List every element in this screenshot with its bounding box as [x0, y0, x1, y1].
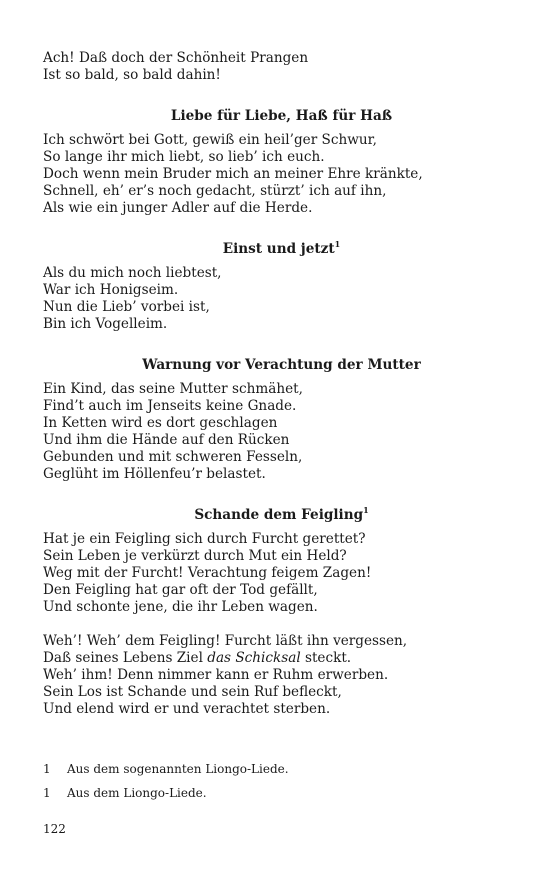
- footnote-number: 1: [43, 786, 51, 800]
- poem-line: Weh’! Weh’ dem Feigling! Furcht läßt ihn vergessen,: [43, 633, 408, 649]
- footnote-mark: 1: [363, 505, 369, 515]
- poem-line-text: Daß seines Lebens Ziel: [43, 650, 208, 666]
- poem-line-emphasis: das Schicksal: [207, 650, 301, 666]
- poem-line: So lange ihr mich liebt, so lieb’ ich euch.: [43, 149, 325, 165]
- poem-title-text: Liebe für Liebe, Haß für Haß: [170, 108, 393, 124]
- poem-line: Gebunden und mit schweren Fesseln,: [43, 449, 303, 465]
- poem-line: Bin ich Vogelleim.: [43, 316, 168, 332]
- poem-title-text: Einst und jetzt: [222, 241, 335, 257]
- poem-einst-stanza: [43, 265, 503, 333]
- poem-line: Schnell, eh’ er’s noch gedacht, stürzt’ ich auf ihn,: [43, 183, 387, 199]
- poem-title-warnung: [60, 357, 503, 374]
- page-number: 122: [43, 822, 66, 836]
- poem-liebe-stanza: [43, 132, 503, 217]
- footnotes: [43, 762, 503, 810]
- poem-title-text: Schande dem Feigling: [194, 507, 364, 523]
- footnote: [43, 762, 503, 777]
- poem-line: War ich Honigseim.: [43, 282, 179, 298]
- footnote: [43, 786, 503, 801]
- poem-line: Ich schwört bei Gott, gewiß ein heil’ger Schwur,: [43, 132, 377, 148]
- poem-schande-stanza-1: [43, 531, 503, 616]
- poem-line: Den Feigling hat gar oft der Tod gefällt,: [43, 582, 318, 598]
- poem-line: In Ketten wird es dort geschlagen: [43, 415, 278, 431]
- poem-line-text: steckt.: [300, 650, 352, 666]
- poem-line: Als du mich noch liebtest,: [43, 265, 222, 281]
- poem-line: Weh’ ihm! Denn nimmer kann er Ruhm erwerben.: [43, 667, 389, 683]
- poem-line: Nun die Lieb’ vorbei ist,: [43, 299, 210, 315]
- footnote-number: 1: [43, 762, 51, 776]
- poem-line: Sein Los ist Schande und sein Ruf befleckt,: [43, 684, 342, 700]
- poem-line: [43, 650, 503, 667]
- poem-schande-stanza-2: [43, 633, 503, 718]
- footnote-text: Aus dem Liongo-Liede.: [67, 786, 207, 800]
- poem-line: Sein Leben je verkürzt durch Mut ein Held?: [43, 548, 347, 564]
- footnote-mark: 1: [334, 239, 341, 249]
- poem-title-liebe: [60, 108, 503, 125]
- poem-title-schande: [60, 507, 503, 524]
- poem-line: Hat je ein Feigling sich durch Furcht gerettet?: [43, 531, 366, 547]
- poem-title-einst: [60, 241, 503, 258]
- page-content: [43, 50, 503, 718]
- poem-line: Und schonte jene, die ihr Leben wagen.: [43, 599, 318, 615]
- intro-stanza: [43, 50, 503, 84]
- poem-line: Ach! Daß doch der Schönheit Prangen: [43, 50, 309, 66]
- poem-line: Als wie ein junger Adler auf die Herde.: [43, 200, 313, 216]
- poem-line: Doch wenn mein Bruder mich an meiner Ehre kränkte,: [43, 166, 423, 182]
- poem-line: Geglüht im Höllenfeu’r belastet.: [43, 466, 266, 482]
- poem-title-text: Warnung vor Verachtung der Mutter: [142, 357, 421, 373]
- poem-line: Und ihm die Hände auf den Rücken: [43, 432, 290, 448]
- poem-line: Und elend wird er und verachtet sterben.: [43, 701, 331, 717]
- poem-line: Find’t auch im Jenseits keine Gnade.: [43, 398, 297, 414]
- poem-warnung-stanza: [43, 381, 503, 483]
- poem-line: Weg mit der Furcht! Verachtung feigem Zagen!: [43, 565, 372, 581]
- poem-line: Ein Kind, das seine Mutter schmähet,: [43, 381, 303, 397]
- poem-line: Ist so bald, so bald dahin!: [43, 67, 221, 83]
- footnote-text: Aus dem sogenannten Liongo-Liede.: [67, 762, 289, 776]
